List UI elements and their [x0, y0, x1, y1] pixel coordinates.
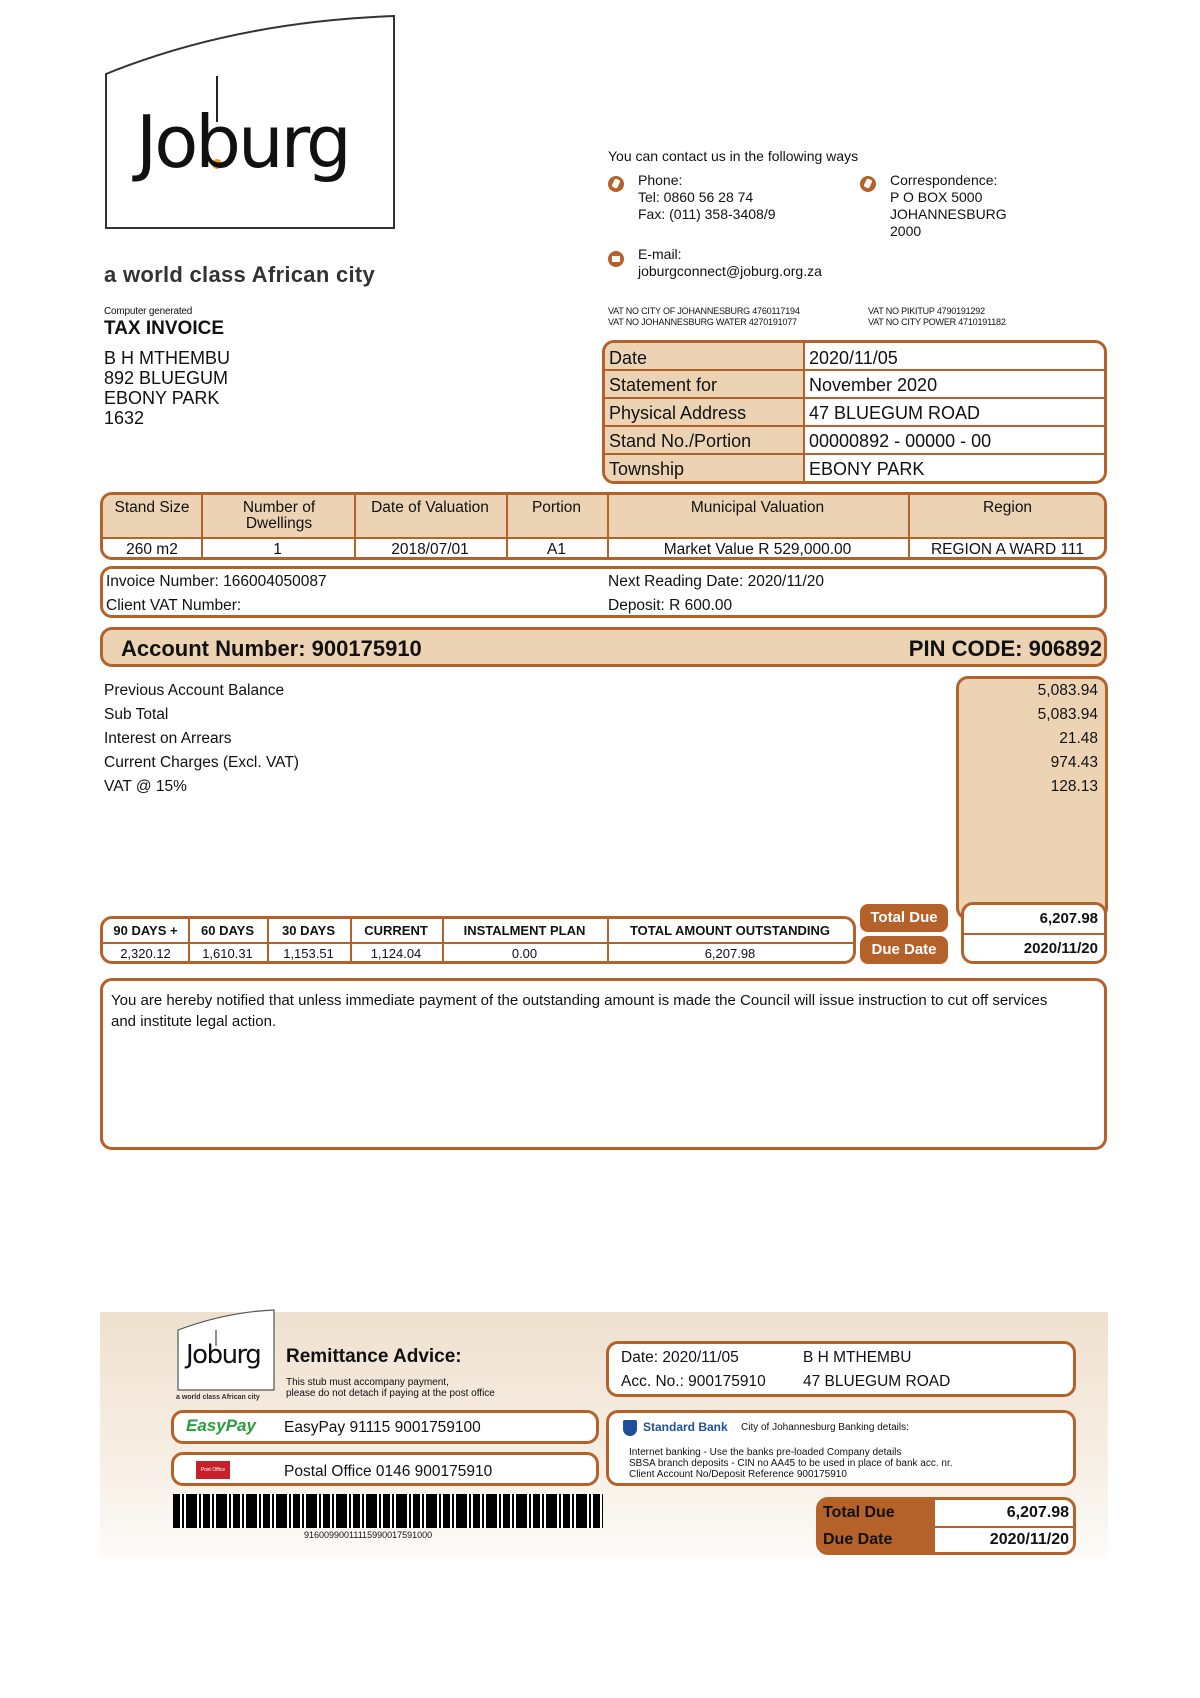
- stub-total-due-value: 6,207.98: [1006, 1504, 1069, 1521]
- customer-address: [104, 348, 230, 428]
- phone-icon: [608, 176, 624, 192]
- correspondence-line: 2000: [890, 223, 922, 239]
- aging-header: TOTAL AMOUNT OUTSTANDING: [629, 923, 831, 938]
- joburg-logo: [104, 14, 396, 230]
- summary-label-statement: Statement for: [609, 375, 718, 395]
- pin-code: PIN CODE: 906892: [908, 636, 1102, 661]
- customer-line: 1632: [104, 408, 145, 428]
- charge-amount: 128.13: [1050, 778, 1098, 795]
- aging-header: CURRENT: [364, 923, 428, 938]
- stub-address: 47 BLUEGUM ROAD: [803, 1373, 951, 1390]
- aging-table: [100, 916, 856, 964]
- charge-amount: 974.43: [1050, 754, 1098, 771]
- charge-label: Current Charges (Excl. VAT): [104, 754, 299, 771]
- bank-line: Internet banking - Use the banks pre-loaded Company details: [629, 1447, 902, 1458]
- phone-tel: Tel: 0860 56 28 74: [638, 189, 754, 205]
- property-header: Region: [982, 499, 1033, 516]
- charge-label: Previous Account Balance: [104, 682, 285, 699]
- easypay-box: [171, 1410, 599, 1444]
- stub-logo-wordmark: Joburg: [186, 1340, 261, 1370]
- property-value: REGION A WARD 111: [930, 541, 1085, 558]
- stub-account-box: [606, 1341, 1076, 1397]
- stub-name: B H MTHEMBU: [803, 1349, 912, 1366]
- summary-label-stand: Stand No./Portion: [609, 431, 752, 451]
- easypay-number: EasyPay 91115 9001759100: [284, 1419, 481, 1436]
- remittance-subtext: please do not detach if paying at the post office: [286, 1388, 495, 1399]
- charge-amount: 5,083.94: [1037, 682, 1098, 699]
- property-table: [100, 492, 1107, 560]
- summary-label-township: Township: [609, 459, 685, 479]
- post-office-logo-icon: Post Office: [196, 1461, 230, 1479]
- customer-line: B H MTHEMBU: [104, 348, 230, 368]
- bank-heading: City of Johannesburg Banking details:: [741, 1422, 909, 1433]
- client-vat-number: Client VAT Number:: [106, 597, 242, 614]
- property-value: A1: [547, 541, 566, 558]
- summary-value-township: EBONY PARK: [809, 459, 925, 479]
- summary-label-date: Date: [609, 348, 648, 368]
- email-icon: [608, 251, 624, 267]
- charge-label: Interest on Arrears: [104, 730, 232, 747]
- total-due-label: Total Due: [860, 904, 948, 932]
- property-header: Portion: [531, 499, 582, 516]
- vat-line: VAT NO CITY OF JOHANNESBURG 4760117194: [608, 306, 800, 316]
- next-reading-date: Next Reading Date: 2020/11/20: [608, 573, 825, 590]
- bank-line: SBSA branch deposits - CIN no AA45 to be used in place of bank acc. nr.: [629, 1458, 953, 1469]
- account-bar: [100, 627, 1107, 667]
- logo-tagline: a world class African city: [104, 262, 376, 287]
- contact-heading: You can contact us in the following ways: [608, 148, 859, 164]
- property-value: 2018/07/01: [391, 541, 469, 558]
- deposit: Deposit: R 600.00: [608, 597, 733, 614]
- stub-account-number: Acc. No.: 900175910: [621, 1373, 766, 1390]
- due-date-label: Due Date: [860, 936, 948, 964]
- notice-text: You are hereby notified that unless immediate payment of the outstanding amount is made the Council will issue instruction to cut off services and institute legal action.: [111, 992, 1048, 1030]
- stub-date: Date: 2020/11/05: [621, 1349, 739, 1366]
- property-value: Market Value R 529,000.00: [663, 541, 852, 558]
- notice-box: [100, 978, 1107, 1150]
- aging-value: 0.00: [511, 946, 538, 961]
- standard-bank-shield-icon: [623, 1420, 637, 1436]
- summary-value-address: 47 BLUEGUM ROAD: [809, 403, 981, 423]
- charge-amount: 21.48: [1059, 730, 1098, 747]
- aging-value: 2,320.12: [120, 946, 171, 961]
- logo-wordmark: Joburg: [136, 100, 349, 184]
- vat-line: VAT NO PIKITUP 4790191292: [868, 306, 985, 316]
- charge-label: Sub Total: [104, 706, 169, 723]
- stub-due-date-label: Due Date: [823, 1531, 893, 1548]
- summary-value-date: 2020/11/05: [809, 348, 898, 368]
- property-header: Number of Dwellings: [242, 499, 316, 532]
- phone-label: Phone:: [638, 172, 683, 188]
- aging-header: INSTALMENT PLAN: [463, 923, 586, 938]
- bank-name: Standard Bank: [643, 1420, 728, 1434]
- barcode: [173, 1494, 603, 1528]
- email-label: E-mail:: [638, 246, 682, 262]
- bank-line: Client Account No/Deposit Reference 900175910: [629, 1469, 847, 1480]
- aging-value: 1,610.31: [202, 946, 253, 961]
- stub-due-date-value: 2020/11/20: [989, 1531, 1069, 1548]
- aging-value: 1,153.51: [283, 946, 334, 961]
- property-header: Municipal Valuation: [690, 499, 825, 516]
- property-value: 1: [273, 541, 282, 558]
- stub-logo-tagline: a world class African city: [176, 1394, 260, 1401]
- stub-total-due-label: Total Due: [823, 1504, 895, 1521]
- summary-label-address: Physical Address: [609, 403, 747, 423]
- charge-amount: 5,083.94: [1037, 706, 1098, 723]
- customer-line: 892 BLUEGUM: [104, 368, 229, 388]
- stub-logo: [176, 1308, 276, 1392]
- total-due-value: 6,207.98: [1039, 910, 1098, 927]
- vat-line: VAT NO JOHANNESBURG WATER 4270191077: [608, 317, 797, 327]
- easypay-logo-icon: EasyPay: [186, 1416, 256, 1435]
- aging-value: 1,124.04: [370, 946, 422, 961]
- summary-value-stand: 00000892 - 00000 - 00: [809, 431, 992, 451]
- vat-line: VAT NO CITY POWER 4710191182: [868, 317, 1006, 327]
- email-address[interactable]: joburgconnect@joburg.org.za: [638, 263, 822, 279]
- postal-number: Postal Office 0146 900175910: [284, 1463, 493, 1480]
- invoice-number: Invoice Number: 166004050087: [106, 573, 327, 590]
- remittance-title: Remittance Advice:: [286, 1346, 462, 1367]
- account-number: Account Number: 900175910: [121, 636, 422, 661]
- stub-totals-box: [816, 1497, 1076, 1555]
- correspondence-label: Correspondence:: [890, 172, 998, 188]
- remittance-subtext: This stub must accompany payment,: [286, 1377, 449, 1388]
- due-date-value: 2020/11/20: [1023, 940, 1098, 957]
- computer-generated-label: Computer generated: [104, 306, 193, 317]
- aging-header: 60 DAYS: [201, 923, 254, 938]
- aging-value: 6,207.98: [704, 946, 756, 961]
- customer-line: EBONY PARK: [104, 388, 220, 408]
- property-value: 260 m2: [126, 541, 178, 558]
- document-title: TAX INVOICE: [104, 318, 224, 339]
- invoice-info-box: [100, 566, 1107, 618]
- charge-label: VAT @ 15%: [104, 778, 187, 795]
- property-header: Date of Valuation: [371, 499, 489, 516]
- correspondence-line: P O BOX 5000: [890, 189, 983, 205]
- phone-fax: Fax: (011) 358-3408/9: [638, 206, 776, 222]
- aging-header: 30 DAYS: [282, 923, 335, 938]
- barcode-number: 91600990011115990017591000: [304, 1530, 433, 1540]
- statement-summary-box: [602, 340, 1107, 484]
- aging-header: 90 DAYS +: [113, 923, 178, 938]
- totals-values-box: [961, 902, 1107, 964]
- correspondence-line: JOHANNESBURG: [890, 206, 1007, 222]
- property-header: Stand Size: [114, 499, 190, 516]
- summary-value-statement: November 2020: [809, 375, 938, 395]
- postal-box: [171, 1452, 599, 1486]
- bank-details-box: [606, 1410, 1076, 1486]
- correspondence-icon: [860, 176, 876, 192]
